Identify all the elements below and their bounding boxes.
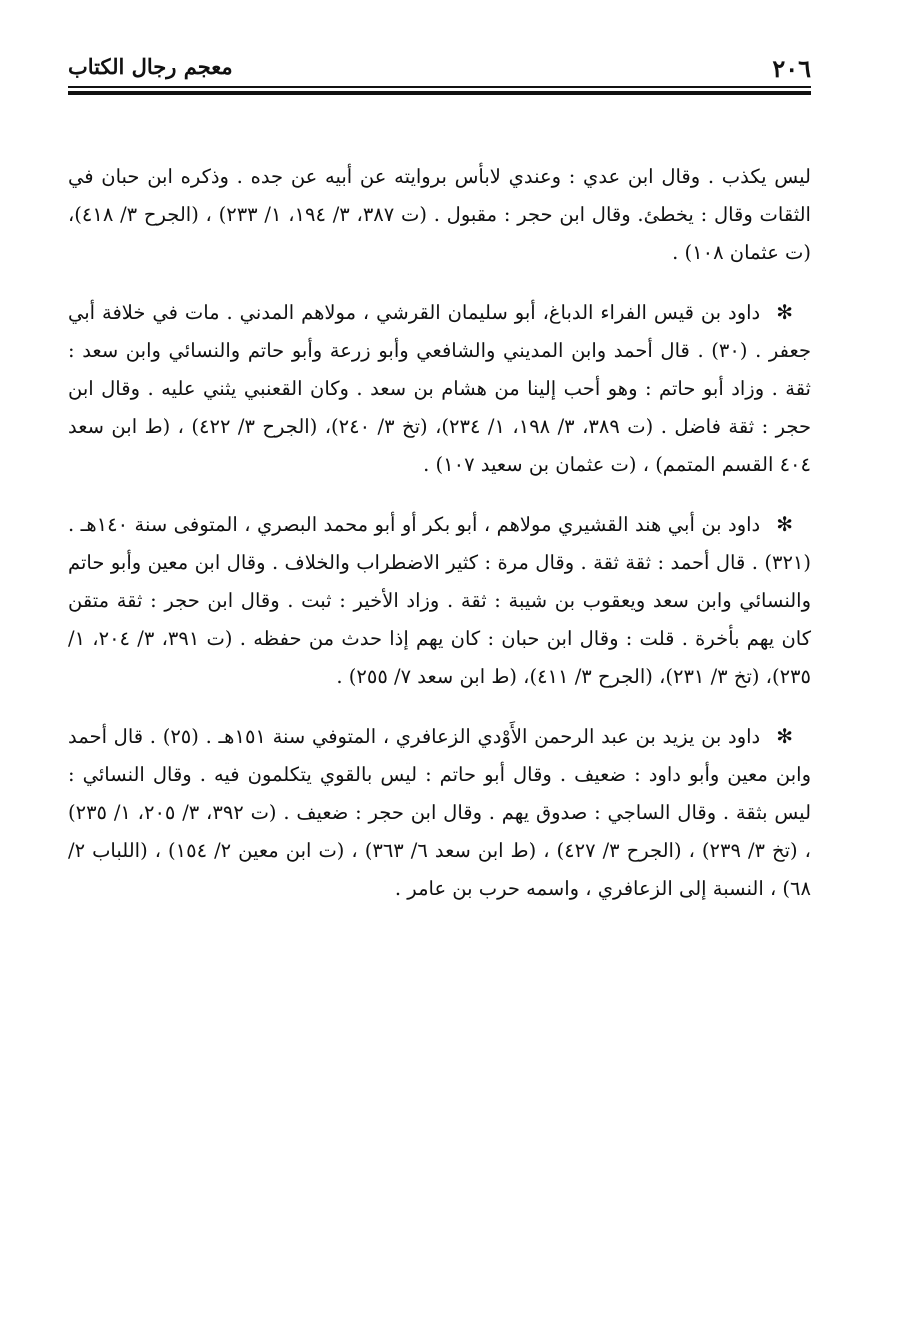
asterisk-icon: ✻	[776, 299, 793, 324]
entry-text: داود بن قيس الفراء الدباغ، أبو سليمان القرشي ، مولاهم المدني . مات في خلافة أبي جعفر . (٣٠) . قال أحمد وابن المديني والشافعي وأبو زرعة وأبو حاتم والنسائي وابن سعد : ثقة . وزاد أبو حاتم : وهو أحب إلينا من هشام بن سعد . وكان القعنبي يثني عليه . وقال ابن حجر : ثقة فاضل . (ت ٣٨٩، ٣/ ١٩٨، ١/ ٢٣٤)، (تخ ٣/ ٢٤٠)، (الجرح ٣/ ٤٢٢) ، (ط ابن سعد ٤٠٤ القسم المتمم) ، (ت عثمان بن سعيد ١٠٧) .	[68, 300, 811, 477]
header-rule-thin	[68, 86, 811, 88]
body-text	[68, 158, 811, 929]
entry-text: داود بن أبي هند القشيري مولاهم ، أبو بكر أو أبو محمد البصري ، المتوفى سنة ١٤٠هـ . (٣٢١) . قال أحمد : ثقة ثقة . وقال مرة : كثير الاضطراب والخلاف . وقال ابن معين وأبو حاتم والنسائي وابن سعد ويعقوب بن شيبة : ثقة . وزاد الأخير : ثبت . وقال ابن حجر : ثقة متقن كان يهم بأخرة . قلت : وقال ابن حبان : كان يهم إذا حدث من حفظه . (ت ٣٩١، ٣/ ٢٠٤، ١/ ٢٣٥)، (تخ ٣/ ٢٣١)، (الجرح ٣/ ٤١١)، (ط ابن سعد ٧/ ٢٥٥) .	[68, 512, 811, 689]
entry-paragraph	[68, 158, 811, 273]
running-title: معجم رجال الكتاب	[68, 54, 233, 79]
asterisk-icon: ✻	[776, 511, 793, 536]
asterisk-icon: ✻	[776, 723, 794, 748]
entry-paragraph	[68, 293, 811, 485]
entry-paragraph	[68, 505, 811, 697]
entry-paragraph	[68, 717, 811, 909]
header-rule-thick	[68, 91, 811, 95]
page-header	[68, 52, 811, 82]
entry-text: داود بن يزيد بن عبد الرحمن الأَوْدي الزعافري ، المتوفي سنة ١٥١هـ . (٢٥) . قال أحمد وابن معين وأبو داود : ضعيف . وقال أبو حاتم : ليس بالقوي يتكلمون فيه . وقال النسائي : ليس بثقة . وقال الساجي : صدوق يهم . وقال ابن حجر : ضعيف . (ت ٣٩٢، ٣/ ٢٠٥، ١/ ٢٣٥) ، (تخ ٣/ ٢٣٩) ، (الجرح ٣/ ٤٢٧) ، (ط ابن سعد ٦/ ٣٦٣) ، (ت ابن معين ٢/ ١٥٤) ، (اللباب ٢/ ٦٨) ، النسبة إلى الزعافري ، واسمه حرب بن عامر .	[68, 724, 812, 901]
entry-text: ليس يكذب . وقال ابن عدي : وعندي لابأس بروايته عن أبيه عن جده . وذكره ابن حبان في الثقات وقال : يخطئ. وقال ابن حجر : مقبول . (ت ٣٨٧، ٣/ ١٩٤، ١/ ٢٣٣) ، (الجرح ٣/ ٤١٨)، (ت عثمان ١٠٨) .	[68, 165, 811, 265]
page-number: ٢٠٦	[772, 54, 811, 83]
